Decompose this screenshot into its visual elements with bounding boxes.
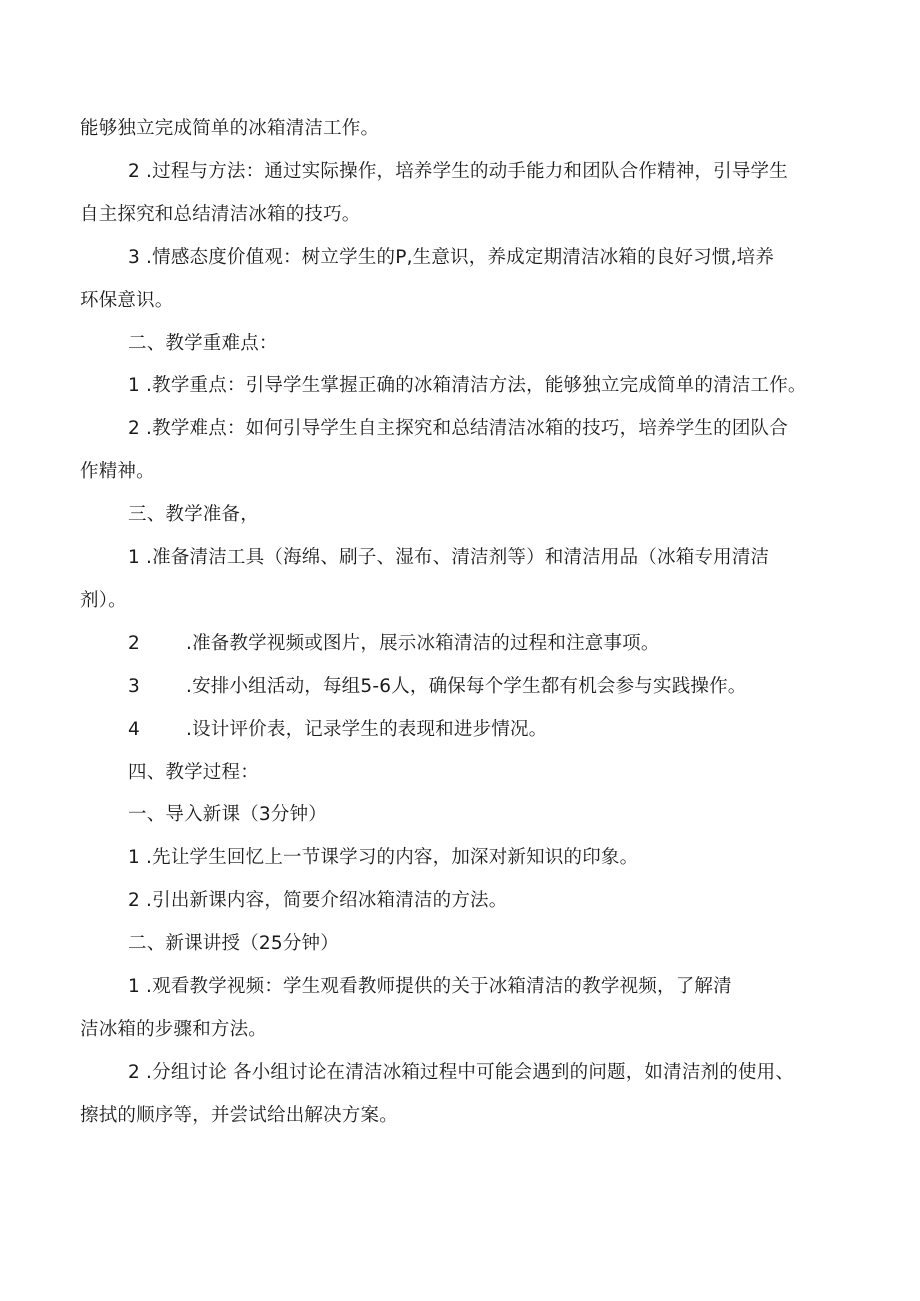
list-number: 2 bbox=[128, 633, 140, 654]
section-heading: 二、教学重难点： bbox=[128, 333, 278, 354]
text-line: .准备教学视频或图片，展示冰箱清洁的过程和注意事项。 bbox=[186, 633, 660, 654]
text-line: 自主探究和总结清洁冰箱的技巧。 bbox=[80, 204, 361, 225]
text-line: 作精神。 bbox=[80, 461, 155, 482]
text-line: 2 .引出新课内容，简要介绍冰箱清洁的方法。 bbox=[128, 890, 508, 911]
list-number: 4 bbox=[128, 719, 140, 740]
list-number: 3 bbox=[128, 676, 140, 697]
text-line: 洁冰箱的步骤和方法。 bbox=[80, 1019, 268, 1040]
text-line: 2 .教学难点：如何引导学生自主探究和总结清洁冰箱的技巧，培养学生的团队合 bbox=[128, 418, 788, 439]
text-line: 剂）。 bbox=[80, 590, 127, 611]
text-line: 2 .过程与方法：通过实际操作，培养学生的动手能力和团队合作精神，引导学生 bbox=[128, 161, 788, 182]
section-heading: 四、教学过程： bbox=[128, 762, 259, 783]
text-line: 1 .先让学生回忆上一节课学习的内容，加深对新知识的印象。 bbox=[128, 847, 639, 868]
text-line: 擦拭的顺序等，并尝试给出解决方案。 bbox=[80, 1105, 398, 1126]
text-line: 1 .观看教学视频：学生观看教师提供的关于冰箱清洁的教学视频，了解清 bbox=[128, 976, 732, 997]
text-line: 环保意识。 bbox=[80, 290, 174, 311]
text-line: 1 .教学重点：引导学生掌握正确的冰箱清洁方法，能够独立完成简单的清洁工作。 bbox=[128, 375, 807, 396]
text-line: 2 .分组讨论 各小组讨论在清洁冰箱过程中可能会遇到的问题，如清洁剂的使用、 bbox=[128, 1062, 795, 1083]
text-line: 3 .情感态度价值观：树立学生的P,生意识，养成定期清洁冰箱的良好习惯,培养 bbox=[128, 247, 775, 268]
subsection-heading: 二、新课讲授（25分钟） bbox=[128, 933, 339, 954]
text-line: 能够独立完成简单的冰箱清洁工作。 bbox=[80, 118, 380, 139]
text-line: .安排小组活动，每组5-6人，确保每个学生都有机会参与实践操作。 bbox=[186, 676, 747, 697]
text-line: .设计评价表，记录学生的表现和进步情况。 bbox=[186, 719, 548, 740]
section-heading: 三、教学准备， bbox=[128, 504, 259, 525]
subsection-heading: 一、导入新课（3分钟） bbox=[128, 804, 327, 825]
text-line: 1 .准备清洁工具（海绵、刷子、湿布、清洁剂等）和清洁用品（冰箱专用清洁 bbox=[128, 547, 770, 568]
